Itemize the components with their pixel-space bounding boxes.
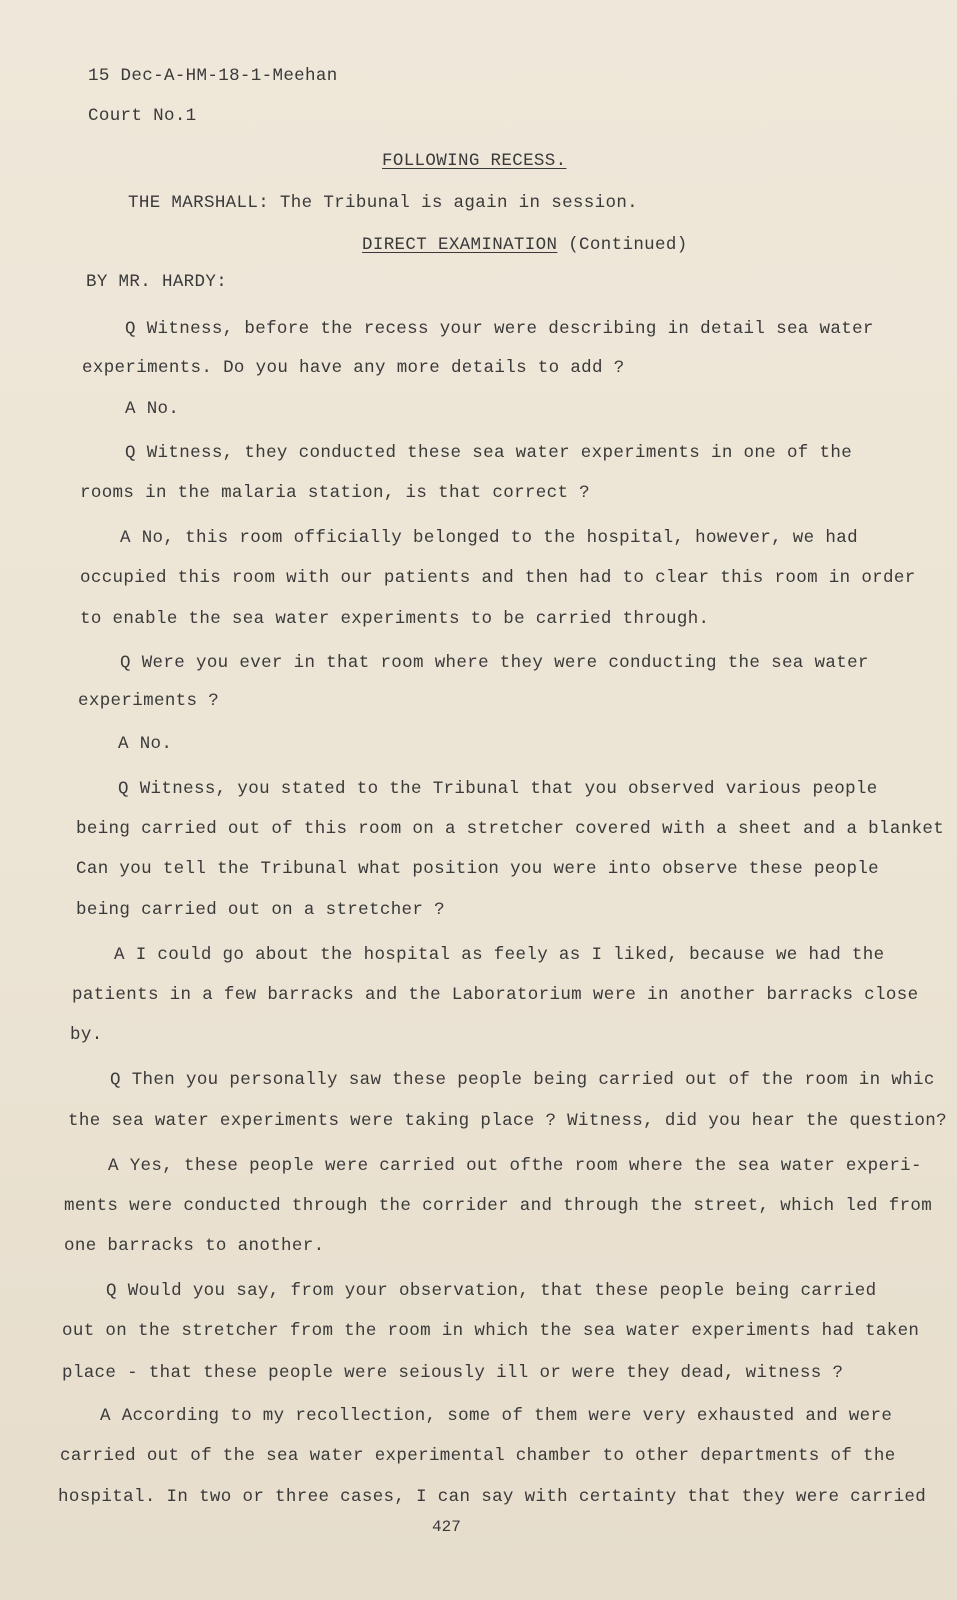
- transcript-line: being carried out of this room on a stretcher covered with a sheet and a blanket: [76, 819, 945, 839]
- transcript-line: out on the stretcher from the room in which the sea water experiments had taken: [62, 1321, 920, 1341]
- transcript-line: A No.: [118, 734, 173, 754]
- transcript-line: carried out of the sea water experimental chamber to other departments of the: [60, 1446, 896, 1466]
- transcript-line: Q Witness, before the recess your were describing in detail sea water: [125, 319, 874, 339]
- examiner-label: BY MR. HARDY:: [86, 272, 228, 292]
- examination-suffix: (Continued): [568, 235, 688, 255]
- transcript-line: ments were conducted through the corrider and through the street, which led from: [64, 1196, 933, 1216]
- transcript-line: experiments ?: [78, 691, 220, 711]
- transcript-line: A No.: [125, 399, 180, 419]
- transcript-line: occupied this room with our patients and then had to clear this room in order: [80, 568, 916, 588]
- transcript-line: hospital. In two or three cases, I can say with certainty that they were carried: [58, 1487, 927, 1507]
- page-number: 427: [432, 1518, 461, 1536]
- transcript-line: Q Then you personally saw these people being carried out of the room in whic: [110, 1070, 935, 1090]
- transcript-line: A No, this room officially belonged to the hospital, however, we had: [120, 528, 858, 548]
- transcript-line: A Yes, these people were carried out ofthe room where the sea water experi-: [108, 1156, 922, 1176]
- section-heading: FOLLOWING RECESS.: [382, 151, 567, 171]
- transcript-line: Q Were you ever in that room where they were conducting the sea water: [120, 653, 869, 673]
- transcript-line: Q Would you say, from your observation, that these people being carried: [106, 1281, 877, 1301]
- examination-title: DIRECT EXAMINATION: [362, 235, 558, 255]
- transcript-line: A According to my recollection, some of them were very exhausted and were: [100, 1406, 893, 1426]
- transcript-line: Q Witness, you stated to the Tribunal that you observed various people: [118, 779, 878, 799]
- transcript-line: rooms in the malaria station, is that correct ?: [80, 483, 591, 503]
- transcript-line: patients in a few barracks and the Laboratorium were in another barracks close: [72, 985, 919, 1005]
- transcript-line: Can you tell the Tribunal what position you were into observe these people: [76, 859, 880, 879]
- transcript-line: being carried out on a stretcher ?: [76, 900, 445, 920]
- transcript-line: place - that these people were seiously ill or were they dead, witness ?: [62, 1363, 844, 1383]
- transcript-line: experiments. Do you have any more details to add ?: [82, 358, 625, 378]
- transcript-line: Q Witness, they conducted these sea water experiments in one of the: [125, 443, 853, 463]
- transcript-line: to enable the sea water experiments to be carried through.: [80, 609, 710, 629]
- examination-heading: [362, 234, 688, 256]
- marshal-statement: THE MARSHALL: The Tribunal is again in session.: [128, 193, 639, 213]
- document-reference: 15 Dec-A-HM-18-1-Meehan: [88, 66, 338, 86]
- transcript-line: the sea water experiments were taking place ? Witness, did you hear the question?: [68, 1111, 947, 1131]
- transcript-line: by.: [70, 1025, 103, 1045]
- court-label: Court No.1: [88, 106, 197, 126]
- transcript-line: one barracks to another.: [64, 1236, 325, 1256]
- transcript-line: A I could go about the hospital as feely as I liked, because we had the: [114, 945, 885, 965]
